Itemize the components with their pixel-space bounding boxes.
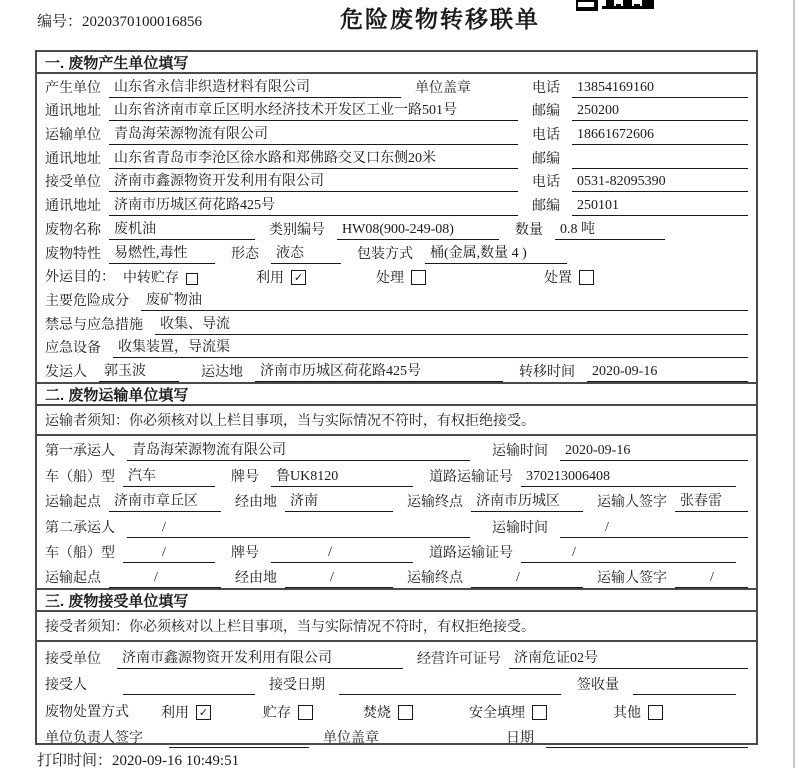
- row-taboo-measures: [45, 311, 748, 335]
- taboo-value: 收集、导流: [155, 313, 748, 335]
- via-value: 济南: [285, 490, 393, 512]
- waste-qty-value: 0.8 吨: [555, 218, 665, 240]
- waste-form-label: 形态: [231, 246, 259, 262]
- transporter-unit-label: 运输单位: [45, 128, 101, 144]
- date-label: 日期: [506, 731, 534, 747]
- receiver-label: 接受单位: [45, 175, 101, 191]
- option-dispose: [544, 267, 594, 287]
- road-permit2-label: 道路运输证号: [429, 545, 513, 561]
- producer-phone-value: 13854169160: [572, 80, 748, 98]
- option-other: [613, 702, 663, 722]
- option-storage-label: 贮存: [263, 705, 291, 721]
- carrier-sign2-value: /: [675, 570, 748, 588]
- row-second-vehicle: [45, 538, 748, 563]
- checkbox-treat: [411, 270, 426, 285]
- producer-zip-value: 250200: [572, 103, 748, 121]
- via-label: 经由地: [235, 495, 277, 511]
- transporter-value: 青岛海荣源物流有限公司: [109, 123, 518, 145]
- manifest-form-table: [35, 50, 758, 745]
- transfer-time-label: 转移时间: [519, 364, 575, 380]
- license-label: 经营许可证号: [417, 651, 501, 667]
- transporter-phone-value: 18661672606: [572, 127, 748, 145]
- plate2-value: /: [271, 545, 413, 563]
- vehicle-type2-label: 车（船）型: [45, 545, 115, 561]
- waste-qty-label: 数量: [515, 222, 543, 238]
- row-first-carrier: [45, 436, 748, 461]
- equipment-label: 应急设备: [45, 341, 101, 357]
- producer-label: 产生单位: [45, 80, 101, 96]
- row-second-carrier: [45, 512, 748, 537]
- waste-pack-label: 包装方式: [357, 246, 413, 262]
- row-receiver: [45, 169, 748, 193]
- checkbox-disposal-utilize: ✓: [196, 705, 211, 720]
- route-start-label: 运输起点: [45, 495, 101, 511]
- producer-value: 山东省永信非织造材料有限公司: [109, 76, 401, 98]
- option-other-label: 其他: [613, 705, 641, 721]
- option-utilize: [256, 267, 306, 287]
- hazard-value: 废矿物油: [141, 289, 748, 311]
- equipment-value: 收集装置，导流渠: [113, 336, 748, 358]
- row-transfer-purpose: [45, 264, 748, 288]
- row-hazard-components: [45, 287, 748, 311]
- signed-qty-label: 签收量: [577, 678, 619, 694]
- producer-phone-label: 电话: [532, 80, 560, 96]
- via2-value: /: [285, 570, 393, 588]
- page-edge-line: [793, 0, 795, 768]
- destination-value: 济南市历城区荷花路425号: [255, 360, 503, 382]
- row-emergency-equipment: [45, 335, 748, 359]
- option-transfer-storage: [123, 267, 198, 287]
- second-carrier-label: 第二承运人: [45, 520, 115, 536]
- receiver-zip-label: 邮编: [532, 199, 560, 215]
- transporter-phone-label: 电话: [532, 128, 560, 144]
- receiver-notice-text: 接受者须知：你必须核对以上栏目事项，当与实际情况不符时，有权拒绝接受。: [45, 620, 535, 636]
- carrier-sign-value: 张春雷: [675, 490, 748, 512]
- carrier-sign-label: 运输人签字: [597, 495, 667, 511]
- print-time-label: 打印时间：: [37, 753, 113, 768]
- waste-name-label: 废物名称: [45, 222, 101, 238]
- route-start-value: 济南市章丘区: [109, 490, 221, 512]
- option-incinerate: [363, 702, 413, 722]
- road-permit2-value: /: [521, 545, 736, 563]
- transporter-address-value: 山东省青岛市李沧区徐水路和郑佛路交叉口东侧20米: [109, 147, 518, 169]
- row-first-route: [45, 487, 748, 512]
- waste-form-value: 液态: [271, 242, 341, 264]
- row-receiving-unit: [45, 642, 748, 669]
- section3-notice: [37, 612, 756, 642]
- destination-label: 运达地: [201, 364, 243, 380]
- option-disposal-utilize-label: 利用: [161, 705, 189, 721]
- print-time: [37, 749, 239, 768]
- unit-seal-label: 单位盖章: [323, 731, 379, 747]
- row-dispatch: [45, 358, 748, 382]
- serial-number: [37, 10, 202, 31]
- producer-zip-label: 邮编: [532, 104, 560, 120]
- section2-header: 二. 废物运输单位填写: [37, 382, 756, 406]
- plate2-label: 牌号: [231, 545, 259, 561]
- row-producer-address: [45, 98, 748, 122]
- serial-value: 2020370100016856: [82, 14, 203, 30]
- dispatcher-label: 发运人: [45, 364, 87, 380]
- option-landfill-label: 安全填埋: [469, 705, 525, 721]
- waste-name-value: 废机油: [109, 218, 255, 240]
- first-carrier-value: 青岛海荣源物流有限公司: [127, 439, 470, 461]
- acceptor-label: 接受人: [45, 678, 87, 694]
- checkbox-landfill: [532, 705, 547, 720]
- option-disposal-utilize: [161, 702, 211, 722]
- option-transfer-storage-label: 中转贮存: [123, 271, 179, 287]
- print-time-value: 2020-09-16 10:49:51: [112, 753, 240, 768]
- vehicle-type2-value: /: [123, 545, 215, 563]
- option-landfill: [469, 702, 547, 722]
- vehicle-type-value: 汽车: [123, 465, 215, 487]
- producer-address-label: 通讯地址: [45, 104, 101, 120]
- route-end-value: 济南市历城区: [471, 490, 583, 512]
- checkbox-utilize: ✓: [291, 270, 306, 285]
- section3-header: 三. 废物接受单位填写: [37, 588, 756, 612]
- plate-value: 鲁UK8120: [271, 465, 413, 487]
- transporter-notice-text: 运输者须知：你必须核对以上栏目事项，当与实际情况不符时，有权拒绝接受。: [45, 413, 535, 429]
- receiver-address-value: 济南市历城区荷花路425号: [109, 194, 518, 216]
- disposal-label: 废物处置方式: [45, 704, 129, 720]
- row-acceptance: [45, 669, 748, 696]
- option-utilize-label: 利用: [256, 271, 284, 287]
- row-waste-properties: [45, 240, 748, 264]
- receiver-phone-label: 电话: [532, 175, 560, 191]
- section1-header: 一. 废物产生单位填写: [37, 52, 756, 74]
- via2-label: 经由地: [235, 571, 277, 587]
- row-transporter-address: [45, 145, 748, 169]
- transport-time-label: 运输时间: [492, 444, 548, 460]
- checkbox-incinerate: [398, 705, 413, 720]
- row-responsible-signature: [45, 722, 748, 749]
- transporter-address-label: 通讯地址: [45, 151, 101, 167]
- road-permit-label: 道路运输证号: [429, 469, 513, 485]
- row-first-vehicle: [45, 461, 748, 486]
- waste-pack-value: 桶(金属,数量 4 ): [425, 242, 567, 264]
- route-end2-value: /: [471, 570, 583, 588]
- option-treat-label: 处理: [376, 271, 404, 287]
- road-permit-value: 370213006408: [521, 469, 736, 487]
- receiving-unit-label: 接受单位: [45, 651, 101, 667]
- second-carrier-value: /: [127, 520, 470, 538]
- producer-seal-label: 单位盖章: [415, 80, 471, 96]
- waste-props-value: 易燃性,毒性: [109, 242, 215, 264]
- option-incinerate-label: 焚烧: [363, 705, 391, 721]
- date-value: [546, 746, 748, 748]
- checkbox-dispose: [579, 270, 594, 285]
- receiver-phone-value: 0531-82095390: [572, 174, 748, 192]
- row-transporter: [45, 121, 748, 145]
- row-disposal-method: [45, 695, 748, 722]
- section2-notice: [37, 406, 756, 436]
- serial-label: 编号：: [37, 14, 83, 30]
- row-waste-name: [45, 216, 748, 240]
- transport-time2-label: 运输时间: [492, 520, 548, 536]
- row-producer: [45, 74, 748, 98]
- responsible-sign-value: [169, 746, 309, 748]
- transfer-time-value: 2020-09-16: [587, 364, 748, 382]
- plate-label: 牌号: [231, 469, 259, 485]
- page-title: 危险废物转移联单: [340, 6, 540, 32]
- transport-time2-value: /: [560, 520, 748, 538]
- checkbox-storage: [298, 705, 313, 720]
- producer-address-value: 山东省济南市章丘区明水经济技术开发区工业一路501号: [109, 99, 518, 121]
- option-treat: [376, 267, 426, 287]
- waste-category-value: HW08(900-249-08): [337, 222, 499, 240]
- accept-date-label: 接受日期: [269, 678, 325, 694]
- route-start2-label: 运输起点: [45, 571, 101, 587]
- route-end-label: 运输终点: [407, 495, 463, 511]
- checkbox-transfer-storage: [186, 273, 198, 285]
- responsible-sign-label: 单位负责人签字: [45, 731, 143, 747]
- route-end2-label: 运输终点: [407, 571, 463, 587]
- route-start2-value: /: [109, 570, 221, 588]
- purpose-label: 外运目的：: [45, 270, 115, 286]
- hazard-label: 主要危险成分: [45, 293, 129, 309]
- waste-props-label: 废物特性: [45, 246, 101, 262]
- waste-category-label: 类别编号: [269, 222, 325, 238]
- option-storage: [263, 702, 313, 722]
- row-receiver-address: [45, 192, 748, 216]
- option-dispose-label: 处置: [544, 271, 572, 287]
- license-value: 济南危证02号: [509, 647, 748, 669]
- carrier-sign2-label: 运输人签字: [597, 571, 667, 587]
- vehicle-type-label: 车（船）型: [45, 469, 115, 485]
- transport-time-value: 2020-09-16: [560, 443, 748, 461]
- checkbox-other: [648, 705, 663, 720]
- receiver-value: 济南市鑫源物资开发利用有限公司: [109, 170, 518, 192]
- transporter-zip-label: 邮编: [532, 151, 560, 167]
- row-second-route: [45, 563, 748, 588]
- receiver-zip-value: 250101: [572, 198, 748, 216]
- qr-code-fragment: [576, 0, 654, 11]
- receiving-unit-value: 济南市鑫源物资开发利用有限公司: [117, 647, 403, 669]
- taboo-label: 禁忌与应急措施: [45, 317, 143, 333]
- receiver-address-label: 通讯地址: [45, 199, 101, 215]
- dispatcher-value: 郭玉波: [99, 360, 179, 382]
- first-carrier-label: 第一承运人: [45, 444, 115, 460]
